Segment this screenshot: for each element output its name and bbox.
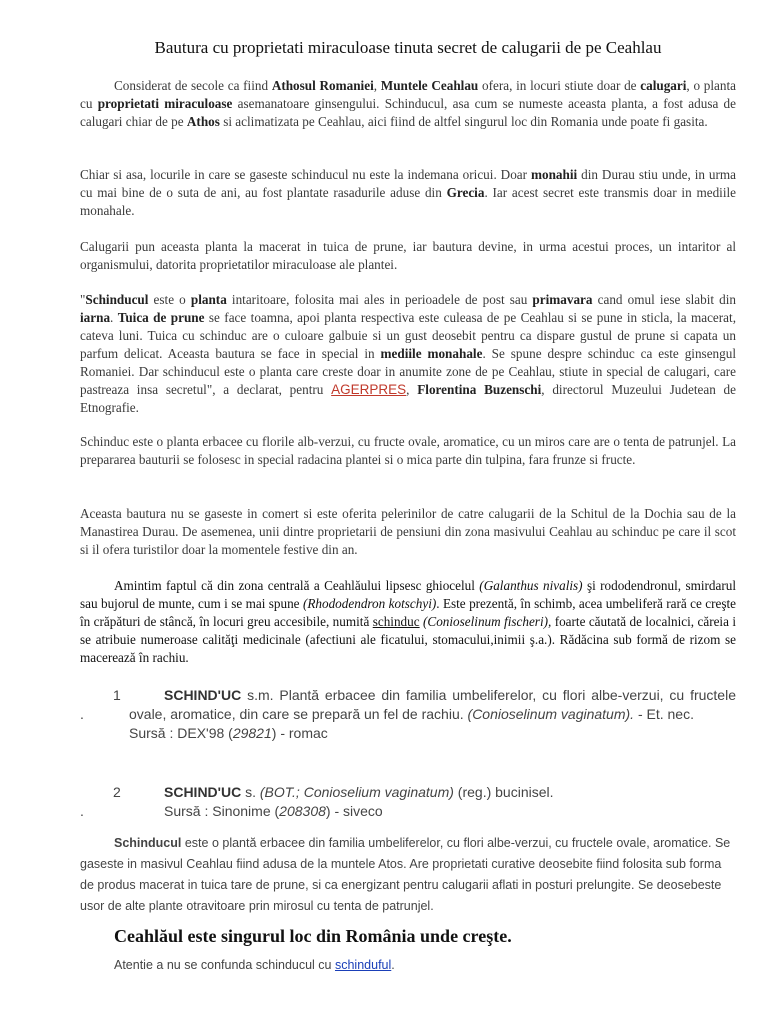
paragraph-7: [80, 577, 736, 667]
italic-text: (Conioselinum vaginatum).: [467, 706, 635, 722]
paragraph-3: Calugarii pun aceasta planta la macerat in tuica de prune, iar bautura devine, in urma acestui proces, un intaritor al organismului, datorita proprietatilor miraculoase ale plantei.: [80, 239, 736, 272]
italic-text: (BOT.; Conioselium vaginatum): [259, 784, 454, 800]
text: ,: [406, 382, 418, 397]
text: Amintim faptul că din zona centrală a Ceahlăului lipsesc ghiocelul: [114, 578, 480, 593]
text: este o: [148, 292, 191, 307]
bold-text: Schinducul: [114, 836, 182, 850]
headword: SCHIND'UC: [164, 687, 242, 703]
bold-text: planta: [190, 292, 227, 307]
text: este o plantă erbacee din familia umbeliferelor, cu flori albe-verzui, cu fructele ovale, aromatice. Se gaseste in masivul Ceahlau fiind adusa de la muntele Atos. Are proprietati curative deosebite fiind folosita sub forma de produs macerat in tuica tare de prune, si ca energizant pentru calugarii aflati in posturi prelungite. Se deosebeste usor de alte plante otravitoare prin mirosul cu tenta de patrunjel.: [80, 836, 731, 913]
bold-text: mediile monahale: [380, 346, 483, 361]
text: din Durau stiu unde, in urma cu mai bine de o suta de ani, au fost plantate rasadurile aduse din: [80, 167, 736, 200]
italic-text: (Conioselinum fischeri),: [423, 614, 552, 629]
definition-number: 1: [113, 687, 121, 703]
text: , o planta cu: [80, 78, 736, 111]
bold-text: Schinducul: [85, 292, 149, 307]
article-title: Bautura cu proprietati miraculoase tinuta secret de calugarii de pe Ceahlau: [154, 38, 662, 57]
bold-text: Tuica de prune: [117, 310, 205, 325]
text: şi rododendronul, smirdarul sau bujorul de munte, cum i se mai spune: [80, 578, 736, 611]
source-label: Sursă : DEX'98 (: [129, 725, 233, 741]
italic-text: (Galanthus nivalis): [479, 578, 583, 593]
text: . Este prezentă, în schimb, acea umbeliferă rară ce creşte în crăpături de stâncă, în locuri greu accesibile, numită: [80, 596, 736, 629]
text: se face toamna, apoi planta respectiva este culeasa de pe Ceahlau si se pune in sticla, la macerat, cateva luni. Tuica cu schinduc are o culoare galbuie si un gust deosebit pentru ca dispare gustul de prune si capata un parfum delicat. Aceasta bautura se face in special in: [80, 310, 736, 361]
text: .: [391, 958, 395, 972]
source-id: 29821: [232, 725, 272, 741]
text: (reg.) bucinisel.: [453, 784, 554, 800]
bold-text: calugari: [640, 78, 687, 93]
text: cand omul iese slabit din: [592, 292, 736, 307]
text: ofera, in locuri stiute doar de: [478, 78, 641, 93]
paragraph-8: [80, 833, 736, 917]
note-line: [114, 958, 395, 972]
bold-text: Athosul Romaniei: [271, 78, 374, 93]
definition-number: 2: [113, 784, 121, 800]
text: .: [110, 310, 118, 325]
schinduful-link[interactable]: schinduful: [334, 958, 392, 972]
bold-text: Florentina Buzenschi: [417, 382, 542, 397]
bold-text: primavara: [532, 292, 593, 307]
text: Chiar si asa, locurile in care se gaseste schinducul nu este la indemana oricui. Doar: [80, 167, 531, 182]
section-heading: Ceahlăul este singurul loc din România unde creşte.: [114, 926, 512, 946]
text: s.: [241, 784, 260, 800]
bold-text: proprietati miraculoase: [97, 96, 233, 111]
source-id: 208308: [279, 803, 326, 819]
headword: SCHIND'UC: [164, 784, 242, 800]
list-dot: .: [80, 803, 84, 819]
text: Considerat de secole ca fiind: [114, 78, 272, 93]
bold-text: Athos: [186, 114, 220, 129]
source-label: Sursă : Sinonime (: [164, 803, 280, 819]
text: Atentie a nu se confunda schinducul cu: [114, 958, 335, 972]
source-author: ) - romac: [271, 725, 328, 741]
text: s.m. Plantă erbacee din familia umbeliferelor, cu flori albe-verzui, cu fructele ovale, aromatice, din care se prepară un fel de rachiu.: [129, 687, 736, 722]
source-author: ) - siveco: [325, 803, 383, 819]
agerpres-link[interactable]: AGERPRES: [331, 382, 407, 397]
definition-1: [80, 686, 736, 766]
text: ": [80, 292, 86, 307]
underlined-text: schinduc: [372, 614, 420, 629]
bold-text: Grecia: [446, 185, 485, 200]
paragraph-4-quote: [80, 291, 736, 417]
text: . Iar acest secret este transmis doar in mediile monahale.: [80, 185, 737, 218]
italic-text: (Rhododendron kotschyi): [302, 596, 437, 611]
text: foarte căutată de localnici, căreia i se atribuie numeroase calităţi medicinale (afectiuni ale ficatului, stomacului,inimii ş.a.). Rădăcina sub formă de rizom se macerează în rachiu.: [80, 614, 737, 665]
paragraph-1: [80, 77, 736, 131]
text: intaritoare, folosita mai ales in perioadele de post sau: [226, 292, 533, 307]
definition-body: [129, 783, 736, 821]
text: si aclimatizata pe Ceahlau, aici fiind de altfel singurul loc din Romania unde poate fi gasita.: [219, 114, 708, 129]
bold-text: Muntele Ceahlau: [380, 78, 479, 93]
definition-2: [80, 783, 736, 823]
paragraph-5: Schinduc este o planta erbacee cu florile alb-verzui, cu fructe ovale, aromatice, cu un miros care are o tenta de patrunjel. La prepararea bauturii se folosesc in special radacina plantei si o mica parte din tulpina, fara frunze si fructe.: [80, 434, 736, 467]
bold-text: iarna: [80, 310, 111, 325]
paragraph-6: Aceasta bautura nu se gaseste in comert si este oferita pelerinilor de catre calugarii de la Schitul de la Dochia sau de la Manastirea Durau. De asemenea, unii dintre proprietarii de pensiuni din zona masivului Ceahlau au schinduc pe care il scot si il ofera turistilor doar la momentele festive din an.: [80, 506, 736, 557]
text: - Et. nec.: [634, 706, 694, 722]
text: ,: [373, 78, 381, 93]
text: . Se spune despre schinduc ca este ginsengul Romaniei. Dar schinducul este o planta care creste doar in anumite zone de pe Ceahlau, stiute in special de calugari, care pastreaza insa secretul", a declarat, pentru: [80, 346, 736, 397]
definition-body: [129, 686, 736, 743]
text: , directorul Muzeului Judetean de Etnografie.: [80, 382, 737, 415]
list-dot: .: [80, 706, 84, 722]
bold-text: monahii: [531, 167, 578, 182]
text: asemanatoare ginsengului. Schinducul, asa cum se numeste aceasta planta, a fost adusa de calugari chiar de pe: [80, 96, 736, 129]
paragraph-2: [80, 166, 736, 220]
